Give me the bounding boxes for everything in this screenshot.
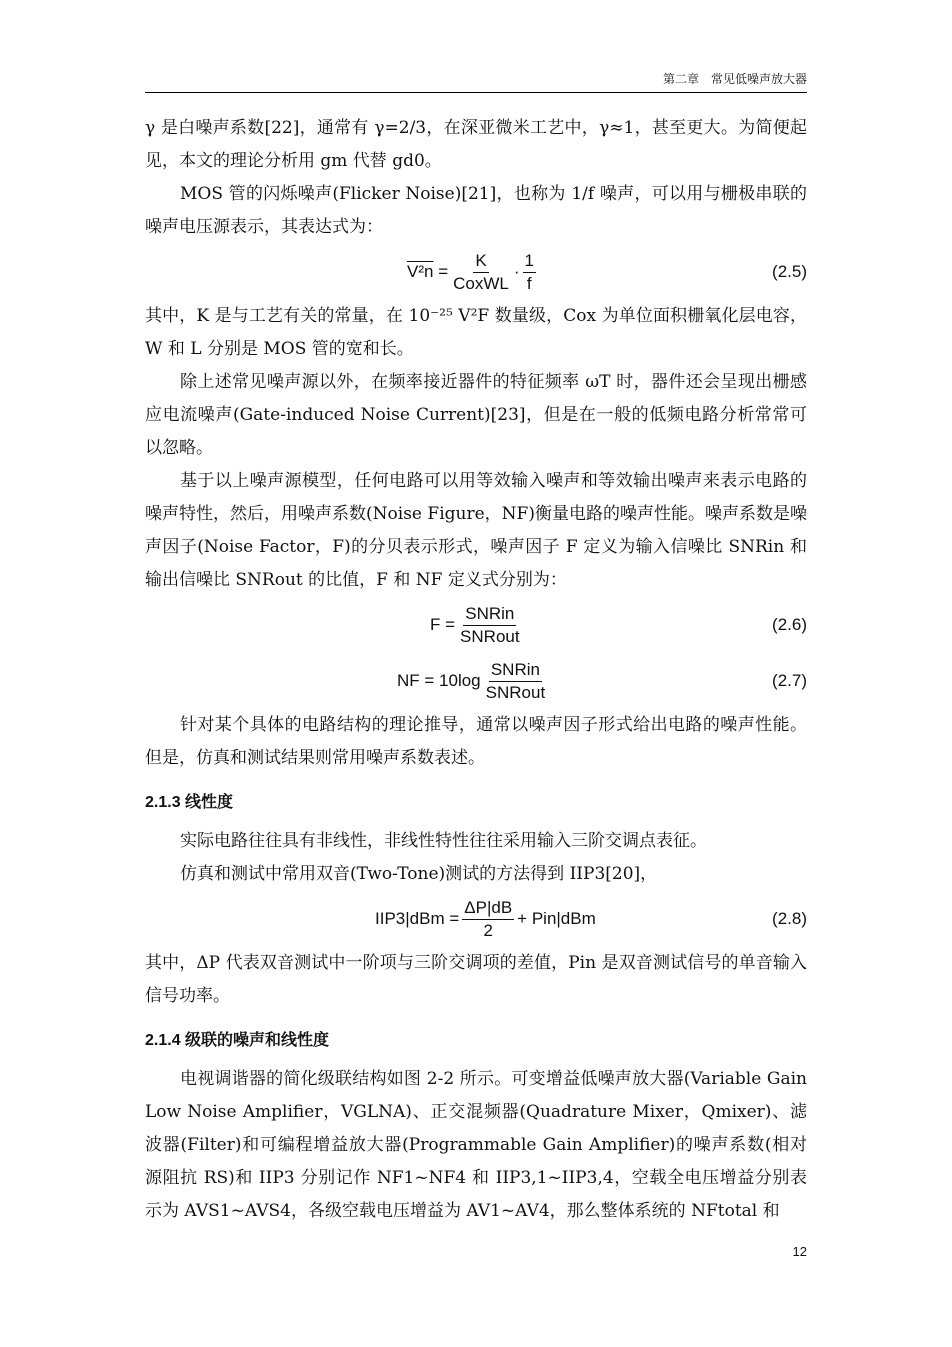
header-text: 第二章 常见低噪声放大器 (662, 72, 807, 86)
eq-lhs: NF = 10log (397, 671, 481, 690)
eq-denominator: CoxWL (453, 273, 509, 293)
page-number: 12 (792, 1244, 807, 1259)
paragraph: 针对某个具体的电路结构的理论推导，通常以噪声因子形式给出电路的噪声性能。但是，仿真和测试结果则常用噪声系数表述。 (145, 715, 807, 768)
eq-numerator: K (473, 250, 488, 273)
eq-denominator: SNRout (460, 626, 520, 646)
eq-numerator: 1 (523, 250, 536, 273)
paragraph: MOS 管的闪烁噪声(Flicker Noise)[21]，也称为 1/f 噪声，可以用与栅极串联的噪声电压源表示，其表达式为： (145, 184, 807, 237)
paragraph: 除上述常见噪声源以外，在频率接近器件的特征频率 ωT 时，器件还会呈现出栅感应电流噪声(Gate-induced Noise Current)[23]，但是在一般的低频电路分析常常可以忽略。 (145, 372, 807, 458)
section-heading: 2.1.4 级联的噪声和线性度 (145, 1032, 330, 1049)
equation-2-8 (145, 891, 807, 947)
paragraph: 电视调谐器的简化级联结构如图 2-2 所示。可变增益低噪声放大器(Variable Gain Low Noise Amplifier，VGLNA)、正交混频器(Quadrature Mixer，Qmixer)、滤波器(Filter)和可编程增益放大器(Programmable Gain Amplifier)的噪声系数(相对源阻抗 RS)和 IIP3 分别记作 NF1~NF4 和 IIP3,1~IIP3,4，空载全电压增益分别表示为 AVS1~AVS4，各级空载电压增益为 AV1~AV4，那么整体系统的 NFtotal 和 (145, 1069, 807, 1221)
equation-number: (2.5) (772, 262, 807, 281)
running-header (145, 66, 807, 93)
page-body (145, 112, 807, 1228)
equation-number: (2.8) (772, 909, 807, 928)
paragraph: 其中，K 是与工艺有关的常量，在 10⁻²⁵ V²F 数量级，Cox 为单位面积栅氧化层电容，W 和 L 分别是 MOS 管的宽和长。 (145, 306, 807, 359)
equation-number: (2.7) (772, 671, 807, 690)
eq-denominator: 2 (483, 920, 493, 940)
paragraph: 其中，ΔP 代表双音测试中一阶项与三阶交调项的差值，Pin 是双音测试信号的单音输入信号功率。 (145, 953, 807, 1006)
paragraph: 仿真和测试中常用双音(Two-Tone)测试的方法得到 IIP3[20]， (180, 864, 658, 884)
eq-numerator: SNRin (489, 659, 542, 682)
equation-2-6 (145, 597, 807, 653)
equation-2-5: V²n = $\frac{K}{\text{CoxWL}}$ · $\frac{1}{f}$ (2.5) (145, 244, 807, 300)
section-heading: 2.1.3 线性度 (145, 794, 234, 811)
eq-lhs: IIP3|dBm = (375, 909, 460, 928)
paragraph: 基于以上噪声源模型，任何电路可以用等效输入噪声和等效输出噪声来表示电路的噪声特性，然后，用噪声系数(Noise Figure，NF)衡量电路的噪声性能。噪声系数是噪声因子(Noise Factor，F)的分贝表示形式，噪声因子 F 定义为输入信噪比 SNRin 和输出信噪比 SNRout 的比值，F 和 NF 定义式分别为： (145, 471, 807, 590)
paragraph: γ 是白噪声系数[22]，通常有 γ=2/3，在深亚微米工艺中，γ≈1，甚至更大。为简便起见，本文的理论分析用 gm 代替 gd0。 (145, 118, 807, 171)
eq-lhs: F = (430, 615, 456, 634)
eq-numerator: ΔP|dB (462, 897, 514, 920)
paragraph: 实际电路往往具有非线性，非线性特性往往采用输入三阶交调点表征。 (180, 831, 707, 851)
equation-2-7 (145, 653, 807, 709)
equation-number: (2.6) (772, 615, 807, 634)
eq-denominator: f (526, 273, 532, 293)
eq-numerator: SNRin (463, 603, 516, 626)
eq-lhs: V²n (407, 262, 434, 281)
eq-denominator: SNRout (485, 682, 546, 702)
eq-rhs: + Pin|dBm (517, 909, 596, 928)
